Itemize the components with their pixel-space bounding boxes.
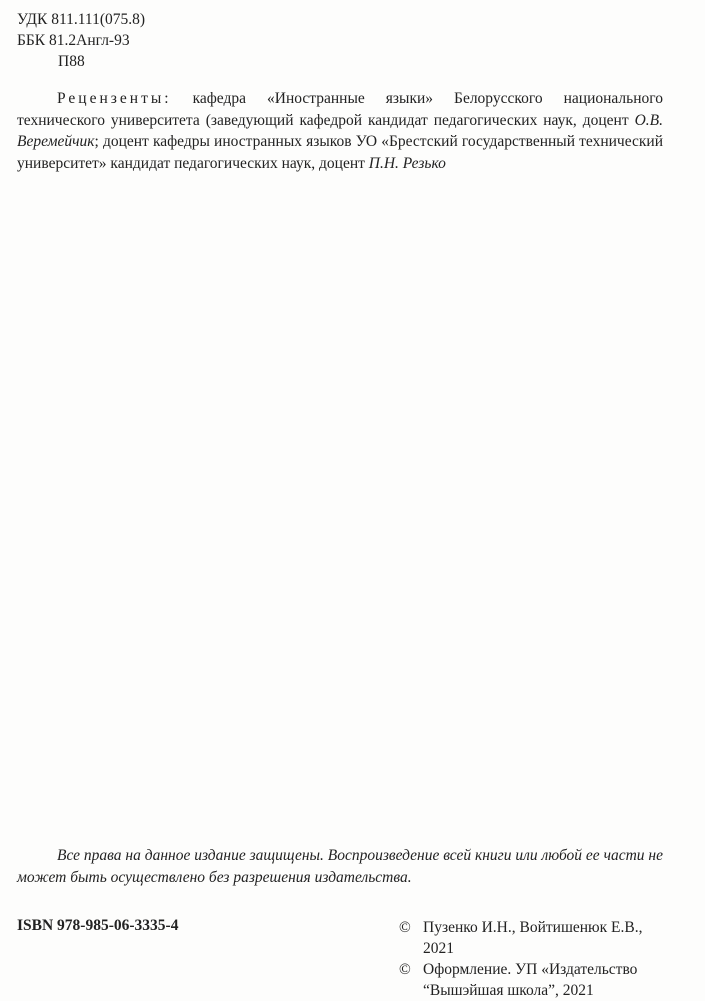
copyright-holder: Пузенко И.Н., Войтишенюк Е.В., — [423, 919, 643, 936]
copyright-year: 2021 — [423, 940, 454, 957]
reviewers-paragraph — [17, 88, 663, 174]
reviewers-text-2: ; доцент кафедры иностранных языков УО «Брестский государственный технический университет» кандидат педагогических наук, доцент — [17, 133, 663, 172]
bbk-code: ББК 81.2Англ-93 — [17, 32, 130, 49]
rights-text: Все права на данное издание защищены. Воспроизведение всей книги или любой ее части не может быть осуществлено без разрешения издательства. — [17, 847, 663, 886]
reviewers-text-1: кафедра «Иностранные языки» Белорусского национального технического университета (заведующий кафедрой кандидат педагогических наук, доцент — [17, 90, 663, 129]
copyright-item-authors — [399, 917, 689, 959]
reviewer-name-2: П.Н. Резько — [368, 154, 446, 172]
copyright-icon: © — [399, 919, 411, 936]
copyright-notices — [399, 917, 689, 1001]
copyright-year: “Вышэйшая школа”, 2021 — [423, 982, 594, 999]
isbn-number: ISBN 978-985-06-3335-4 — [17, 917, 179, 934]
copyright-holder: Оформление. УП «Издательство — [423, 961, 638, 978]
udc-code: УДК 811.111(075.8) — [17, 11, 146, 28]
copyright-icon: © — [399, 961, 411, 978]
rights-notice — [17, 845, 663, 888]
author-mark: П88 — [58, 53, 85, 70]
classification-block — [17, 9, 145, 72]
copyright-item-publisher — [399, 959, 689, 1001]
reviewers-label: Рецензенты: — [57, 90, 172, 107]
reviewer-name-1: О.В. Веремейчик — [17, 111, 663, 150]
